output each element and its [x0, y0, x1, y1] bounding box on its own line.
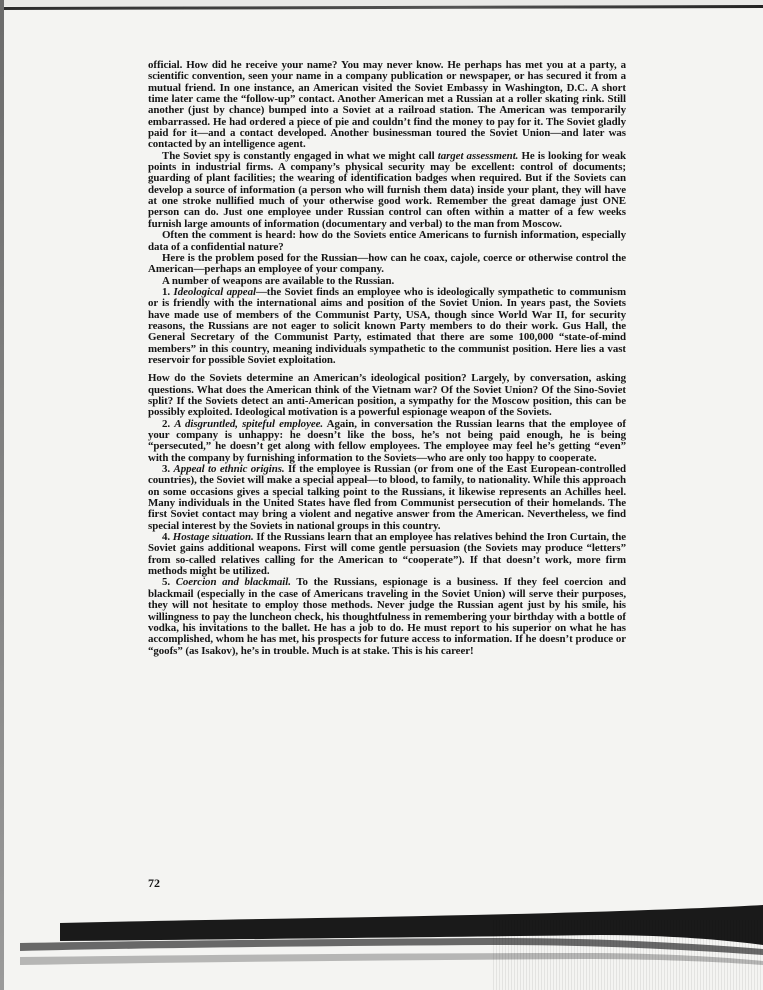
- body-paragraph: [148, 577, 626, 656]
- body-paragraph: [148, 532, 626, 577]
- scan-noise: [493, 920, 763, 990]
- text-run: Here is the problem posed for the Russian—how can he coax, cajole, coerce or otherwise control the American—perhaps an employee of your company.: [148, 251, 626, 276]
- italic-phrase: A disgruntled, spiteful employee.: [174, 417, 324, 430]
- text-run: How do the Soviets determine an American’s ideological position? Largely, by conversation, asking questions. What does the American think of the Vietnam war? Of the Soviet Union? Of the Sino-Soviet split? If the Soviets detect an anti-American position, a sympathy for the Moscow position, this can be possibly exploited. Ideological motivation is a powerful espionage weapon of the Soviets.: [148, 372, 626, 419]
- text-run: He is looking for weak points in industrial firms. A company’s physical security may be excellent: control of documents; guarding of plant facilities; the wearing of identification badges when required. But if the Soviets can develop a source of information (a person who will furnish them data) inside your plant, they will have at one stroke nullified much of your otherwise good work. Remember the great damage just ONE person can do. Just one employee under Russian control can often within a matter of a few weeks furnish large amounts of information (documentary and verbal) to the man from Moscow.: [148, 149, 626, 230]
- text-run: 3.: [162, 463, 174, 476]
- text-run: A number of weapons are available to the Russian.: [162, 274, 395, 287]
- body-paragraph: [148, 464, 626, 532]
- text-run: —the Soviet finds an employee who is ideologically sympathetic to communism or is friendly with the international aims and position of the Soviet Union. In years past, the Soviets have made use of members of the Communist Party, USA, though since World War II, for security reasons, the Russians are not eager to solicit known Party members to do their work. Gus Hall, the General Secretary of the Communist Party, estimated that there are some 100,000 “state-of-mind members” in this country, meaning individuals sympathetic to the communist position. Here lies a vast reservoir for possible Soviet exploitation.: [148, 285, 626, 366]
- text-run: Again, in conversation the Russian learns that the employee of your company is unhappy: he doesn’t like the boss, he’s not being paid enough, he is being “persecuted,” he doesn’t get along with fellow employees. The employee may feel he’s getting “even” with the company by furnishing information to the Soviets—who are only too happy to cooperate.: [148, 417, 626, 464]
- italic-phrase: Hostage situation.: [172, 531, 254, 544]
- italic-phrase: target assessment.: [437, 149, 519, 162]
- body-text-column: [148, 60, 626, 657]
- text-run: 4.: [162, 531, 173, 544]
- text-run: If the employee is Russian (or from one of the East European-controlled countries), the Soviet will make a special appeal—to blood, to family, to nationality. While this approach on some occasions gives a special talking point to the Russians, it likewise represents an Achilles heel. Many individuals in the United States have fled from Communist persecution of their homelands. The first Soviet contact may bring a violent and negative answer from the American. Nevertheless, we find special interest by the Soviets in national groups in this country.: [148, 463, 626, 532]
- text-run: If the Russians learn that an employee has relatives behind the Iron Curtain, the Soviet gains additional weapons. First will come gentle persuasion (the Soviets may produce “letters” from so-called relatives calling for the American to “cooperate”). If that doesn’t work, more firm methods might be utilized.: [148, 531, 626, 578]
- text-run: 5.: [162, 576, 176, 589]
- body-paragraph: [148, 253, 626, 276]
- italic-phrase: Appeal to ethnic origins.: [173, 463, 285, 476]
- text-run: official. How did he receive your name? You may never know. He perhaps has met you at a party, a scientific convention, seen your name in a company publication or newspaper, or has secured it from a mutual friend. In one instance, an American visited the Soviet Embassy in Washington, D.C. A short time later came the “follow-up” contact. Another American met a Russian at a roller skating rink. Still another (just by chance) bumped into a Soviet at a railroad station. The American was temporarily embarrassed. He had ordered a piece of pie and couldn’t find the money to pay for it. The Soviet gladly paid for it—and a contact developed. Another businessman toured the Soviet Union—and later was contacted by an intelligence agent.: [148, 59, 626, 151]
- scan-left-edge: [0, 0, 4, 990]
- italic-phrase: Ideological appeal: [173, 285, 256, 298]
- text-run: Often the comment is heard: how do the Soviets entice Americans to furnish information, especially data of a confidential nature?: [148, 229, 626, 253]
- body-paragraph: [148, 60, 626, 151]
- italic-phrase: Coercion and blackmail.: [175, 576, 291, 589]
- body-paragraph: [148, 419, 626, 464]
- text-run: To the Russians, espionage is a business. If they feel coercion and blackmail (especially in the case of Americans traveling in the Soviet Union) will serve their purposes, they will not hesitate to employ those methods. Never judge the Russian agent just by his smile, his willingness to pay the luncheon check, his thoughtfulness in remembering your birthday with a bottle of vodka, his invitations to the ballet. He has a job to do. He must report to his superior on what he has accomplished, whom he has met, his prospects for future access to information. If he doesn’t produce or “goofs” (as Isakov), he’s in trouble. Much is at stake. This is his career!: [148, 576, 626, 657]
- body-paragraph: [148, 151, 626, 230]
- scan-top-rule: [0, 5, 763, 10]
- body-paragraph: [148, 373, 626, 418]
- text-run: The Soviet spy is constantly engaged in what we might call: [162, 149, 438, 162]
- body-paragraph: [148, 230, 626, 253]
- text-run: 1.: [162, 285, 174, 298]
- text-run: 2.: [162, 417, 175, 430]
- body-paragraph: [148, 287, 626, 366]
- page-number: 72: [148, 876, 160, 890]
